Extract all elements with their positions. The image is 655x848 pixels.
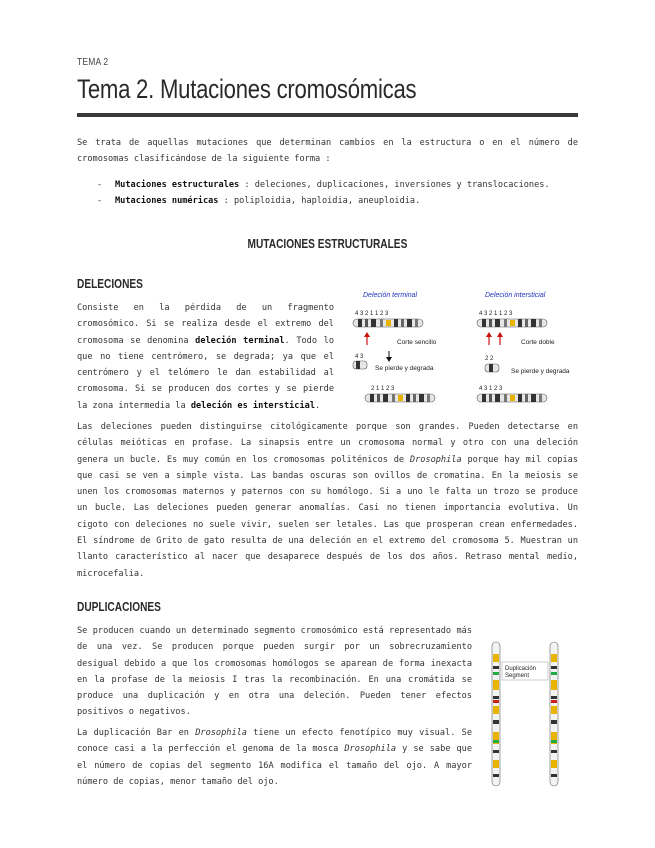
list-item-term: Mutaciones numéricas <box>115 196 219 207</box>
duplications-paragraph-1: Se producen cuando un determinado segmento cromosómico está representado más de una vez. Se producen porque pueden surgir por un sobrecruzamiento desigual debido a que los cromosomas homólogos se aparean de forma inexacta en la profase de la meiosis I tras la recombinación. En una cromátida se produce una duplicación y en otra una deleción. Pueden tener efectos positivos o negativos. <box>77 626 472 718</box>
duplications-heading: DUPLICACIONES <box>77 599 161 614</box>
list-item <box>97 193 550 209</box>
svg-text:2 2: 2 2 <box>485 356 494 362</box>
svg-text:4 3 2 1 1 2 3: 4 3 2 1 1 2 3 <box>479 311 513 317</box>
label-lost-degraded-right: Se pierde y degrada <box>511 368 570 375</box>
duplication-diagram <box>484 640 576 788</box>
topic-tag: TEMA 2 <box>77 57 109 68</box>
list-item-term: Mutaciones estructurales <box>115 180 240 190</box>
deletion-diagram <box>345 288 581 412</box>
section-heading: MUTACIONES ESTRUCTURALES <box>247 236 408 251</box>
label-double-cut: Corte doble <box>521 339 555 346</box>
deletions-paragraph-2: Las deleciones pueden distinguirse citológicamente porque son grandes. Pueden detectarse en células meióticas en profase. La sinapsis entre un cromosoma normal y otro con una deleción genera un bucle. Es muy común en los cromosomas politénicos de Drosophila porque hay mil copias que casi se ven a simple vista. Las bandas oscuras son ovillos de cromatina. En la meiosis se unen los cromosomas maternos y paternos con su homólogo. Si a uno le falta un trozo se produce un bucle. Las deleciones pueden generar anomalías. Casi no tienen importancia evolutiva. Un cigoto con deleciones no suele vivir, suelen ser letales. Las que prosperan crean enfermedades. El síndrome de Grito de gato resulta de una deleción en el extremo del cromosoma 5. Muestran un llanto característico al nacer que desaparece después de los dos años. Retraso mental medio, microcefalia. <box>77 422 578 579</box>
list-item <box>97 177 550 193</box>
label-lost-degraded-left: Se pierde y degrada <box>375 365 434 372</box>
intro-paragraph: Se trata de aquellas mutaciones que determinan cambios en la estructura o en el número de cromosomas clasificándose de la siguiente forma : <box>77 138 578 165</box>
duplications-paragraph-2: La duplicación Bar en Drosophila tiene un efecto fenotípico muy visual. Se conoce casi a la perfección el genoma de la mosca Drosophila y se sabe que el número de copias del segmento 16A modifica el tamaño del ojo. A mayor número de copias, menor tamaño del ojo. <box>77 728 472 787</box>
svg-text:4 3 2 1 1 2 3: 4 3 2 1 1 2 3 <box>355 311 389 317</box>
svg-text:4 3 1 2 3: 4 3 1 2 3 <box>479 386 503 392</box>
svg-text:2 1 1 2 3: 2 1 1 2 3 <box>371 386 395 392</box>
list-item-text: : deleciones, duplicaciones, inversiones y translocaciones. <box>239 180 550 190</box>
label-segment: Segment <box>505 673 530 679</box>
label-duplication: Duplicación <box>505 666 537 672</box>
deletions-paragraph-1: Consiste en la pérdida de un fragmento cromosómico. Si se realiza desde el extremo del cromosoma se denomina deleción terminal. Todo lo que no tiene centrómero, se degrada; ya que el centrómero y el telómero le dan estabilidad al cromosoma. Si se producen dos cortes y se pierde la zona intermedia la deleción es intersticial. <box>77 303 334 411</box>
list-item-text: : poliploidia, haploidia, aneuploidia. <box>218 196 421 207</box>
page-title: Tema 2. Mutaciones cromosómicas <box>77 74 417 104</box>
caption-terminal-deletion: Deleción terminal <box>363 292 418 299</box>
deletions-heading: DELECIONES <box>77 276 143 291</box>
title-divider <box>77 113 578 117</box>
label-single-cut: Corte sencillo <box>397 339 437 346</box>
svg-text:4 3: 4 3 <box>355 354 364 360</box>
mutation-types-list <box>97 177 550 210</box>
caption-interstitial-deletion: Deleción intersticial <box>485 292 546 299</box>
